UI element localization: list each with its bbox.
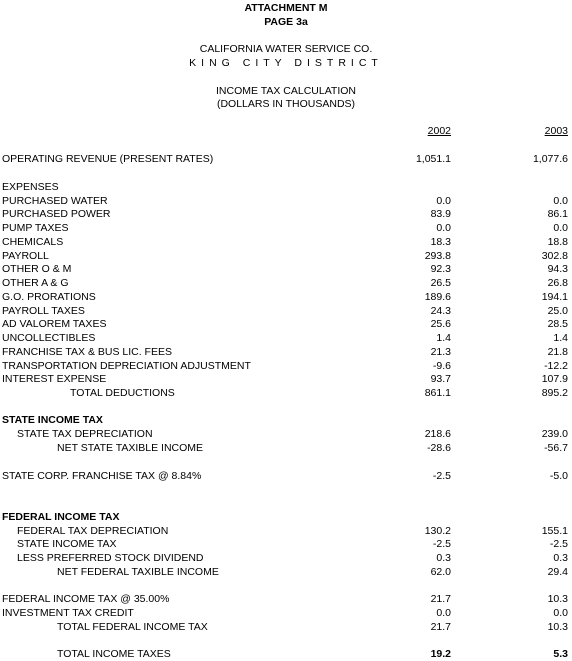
- row-value-2002: 293.8: [424, 250, 451, 262]
- row-label: PURCHASED WATER: [2, 195, 108, 207]
- row-value-2003: 194.1: [541, 291, 568, 303]
- row-value-2003: 1.4: [553, 332, 568, 344]
- table-row: [0, 305, 572, 318]
- table-row: [0, 153, 572, 166]
- row-label: TOTAL INCOME TAXES: [57, 648, 171, 660]
- table-row: [0, 346, 572, 359]
- district-name: KING CITY DISTRICT: [189, 57, 383, 69]
- table-row: [0, 607, 572, 620]
- row-value-2002: -28.6: [427, 442, 451, 454]
- row-value-2003: 0.0: [553, 195, 568, 207]
- row-label: LESS PREFERRED STOCK DIVIDEND: [17, 552, 204, 564]
- row-value-2002: 19.2: [430, 648, 451, 660]
- row-value-2002: 93.7: [430, 373, 451, 385]
- row-value-2003: 0.0: [553, 607, 568, 619]
- table-row: [0, 442, 572, 455]
- row-label: OTHER O & M: [2, 263, 72, 275]
- row-label: FEDERAL INCOME TAX: [2, 511, 120, 523]
- page-number: PAGE 3a: [264, 16, 308, 28]
- table-row: [0, 291, 572, 304]
- row-value-2002: 83.9: [430, 208, 451, 220]
- row-label: EXPENSES: [2, 181, 59, 193]
- table-row: [0, 593, 572, 606]
- row-value-2002: 0.0: [436, 195, 451, 207]
- row-value-2003: 21.8: [547, 346, 568, 358]
- row-value-2002: 0.3: [436, 552, 451, 564]
- row-value-2002: 189.6: [424, 291, 451, 303]
- row-label: STATE INCOME TAX: [2, 414, 103, 426]
- row-value-2003: 10.3: [547, 621, 568, 633]
- row-value-2002: 861.1: [424, 387, 451, 399]
- table-row: [0, 318, 572, 331]
- report-title: INCOME TAX CALCULATION: [215, 85, 357, 97]
- table-row: [0, 250, 572, 263]
- row-label: INTEREST EXPENSE: [2, 373, 107, 385]
- row-value-2002: 62.0: [430, 566, 451, 578]
- table-row: [0, 566, 572, 579]
- row-label: PUMP TAXES: [2, 222, 69, 234]
- row-value-2003: 0.0: [553, 222, 568, 234]
- row-label: FEDERAL INCOME TAX @ 35.00%: [2, 593, 170, 605]
- attachment-title: ATTACHMENT M: [244, 2, 328, 14]
- row-value-2002: 21.3: [430, 346, 451, 358]
- section-heading: [0, 511, 572, 524]
- row-value-2003: 86.1: [547, 208, 568, 220]
- table-row: [0, 525, 572, 538]
- grand-total-row: [0, 648, 572, 661]
- row-value-2003: 10.3: [547, 593, 568, 605]
- row-label: NET STATE TAXIBLE INCOME: [57, 442, 204, 454]
- row-value-2003: 18.8: [547, 236, 568, 248]
- row-label: STATE CORP. FRANCHISE TAX @ 8.84%: [2, 470, 202, 482]
- row-value-2003: 895.2: [541, 387, 568, 399]
- row-value-2002: 218.6: [424, 428, 451, 440]
- table-row: [0, 208, 572, 221]
- row-value-2003: -5.0: [549, 470, 568, 482]
- row-label: G.O. PRORATIONS: [2, 291, 96, 303]
- row-value-2002: 18.3: [430, 236, 451, 248]
- row-value-2002: -2.5: [432, 470, 451, 482]
- row-label: STATE INCOME TAX: [17, 538, 117, 550]
- row-label: STATE TAX DEPRECIATION: [17, 428, 153, 440]
- row-value-2003: 94.3: [547, 263, 568, 275]
- row-label: TOTAL DEDUCTIONS: [70, 387, 175, 399]
- row-value-2003: 25.0: [547, 305, 568, 317]
- total-row: [0, 621, 572, 634]
- row-value-2003: -12.2: [544, 360, 568, 372]
- row-value-2002: 1.4: [436, 332, 451, 344]
- report-units: (DOLLARS IN THOUSANDS): [216, 98, 356, 110]
- row-value-2003: 155.1: [541, 525, 568, 537]
- column-header-row: [0, 125, 572, 138]
- row-value-2003: 29.4: [547, 566, 568, 578]
- table-row: [0, 236, 572, 249]
- row-value-2002: 1,051.1: [415, 153, 451, 165]
- column-header-2003: 2003: [544, 125, 568, 137]
- column-header-2002: 2002: [427, 125, 451, 137]
- row-value-2002: 130.2: [424, 525, 451, 537]
- row-value-2002: -9.6: [432, 360, 451, 372]
- row-value-2002: 0.0: [436, 607, 451, 619]
- row-value-2002: 26.5: [430, 277, 451, 289]
- table-row: [0, 552, 572, 565]
- row-label: TRANSPORTATION DEPRECIATION ADJUSTMENT: [2, 360, 251, 372]
- row-label: TOTAL FEDERAL INCOME TAX: [57, 621, 208, 633]
- row-value-2003: 302.8: [541, 250, 568, 262]
- total-row: [0, 387, 572, 400]
- row-label: PAYROLL: [2, 250, 49, 262]
- section-heading: [0, 181, 572, 194]
- table-row: [0, 332, 572, 345]
- row-value-2003: -2.5: [549, 538, 568, 550]
- row-value-2003: 107.9: [541, 373, 568, 385]
- row-label: PAYROLL TAXES: [2, 305, 85, 317]
- section-heading: [0, 414, 572, 427]
- table-row: [0, 195, 572, 208]
- row-label: OTHER A & G: [2, 277, 69, 289]
- row-label: PURCHASED POWER: [2, 208, 111, 220]
- row-label: UNCOLLECTIBLES: [2, 332, 96, 344]
- row-value-2002: 25.6: [430, 318, 451, 330]
- row-value-2003: 5.3: [553, 648, 568, 660]
- row-label: NET FEDERAL TAXIBLE INCOME: [57, 566, 219, 578]
- table-row: [0, 470, 572, 483]
- row-value-2003: 239.0: [541, 428, 568, 440]
- row-label: INVESTMENT TAX CREDIT: [2, 607, 134, 619]
- row-value-2002: 0.0: [436, 222, 451, 234]
- row-label: FRANCHISE TAX & BUS LIC. FEES: [2, 346, 172, 358]
- row-value-2003: 0.3: [553, 552, 568, 564]
- row-label: CHEMICALS: [2, 236, 64, 248]
- table-row: [0, 222, 572, 235]
- row-value-2003: 28.5: [547, 318, 568, 330]
- row-value-2003: 1,077.6: [532, 153, 568, 165]
- table-row: [0, 263, 572, 276]
- table-row: [0, 428, 572, 441]
- row-value-2002: 21.7: [430, 621, 451, 633]
- row-value-2002: 21.7: [430, 593, 451, 605]
- row-value-2002: 92.3: [430, 263, 451, 275]
- table-row: [0, 277, 572, 290]
- row-label: FEDERAL TAX DEPRECIATION: [17, 525, 169, 537]
- table-row: [0, 373, 572, 386]
- row-value-2002: -2.5: [432, 538, 451, 550]
- table-row: [0, 538, 572, 551]
- company-name: CALIFORNIA WATER SERVICE CO.: [199, 43, 373, 55]
- row-label: AD VALOREM TAXES: [2, 318, 107, 330]
- table-row: [0, 360, 572, 373]
- row-value-2002: 24.3: [430, 305, 451, 317]
- row-value-2003: 26.8: [547, 277, 568, 289]
- row-label: OPERATING REVENUE (PRESENT RATES): [2, 153, 214, 165]
- row-value-2003: -56.7: [544, 442, 568, 454]
